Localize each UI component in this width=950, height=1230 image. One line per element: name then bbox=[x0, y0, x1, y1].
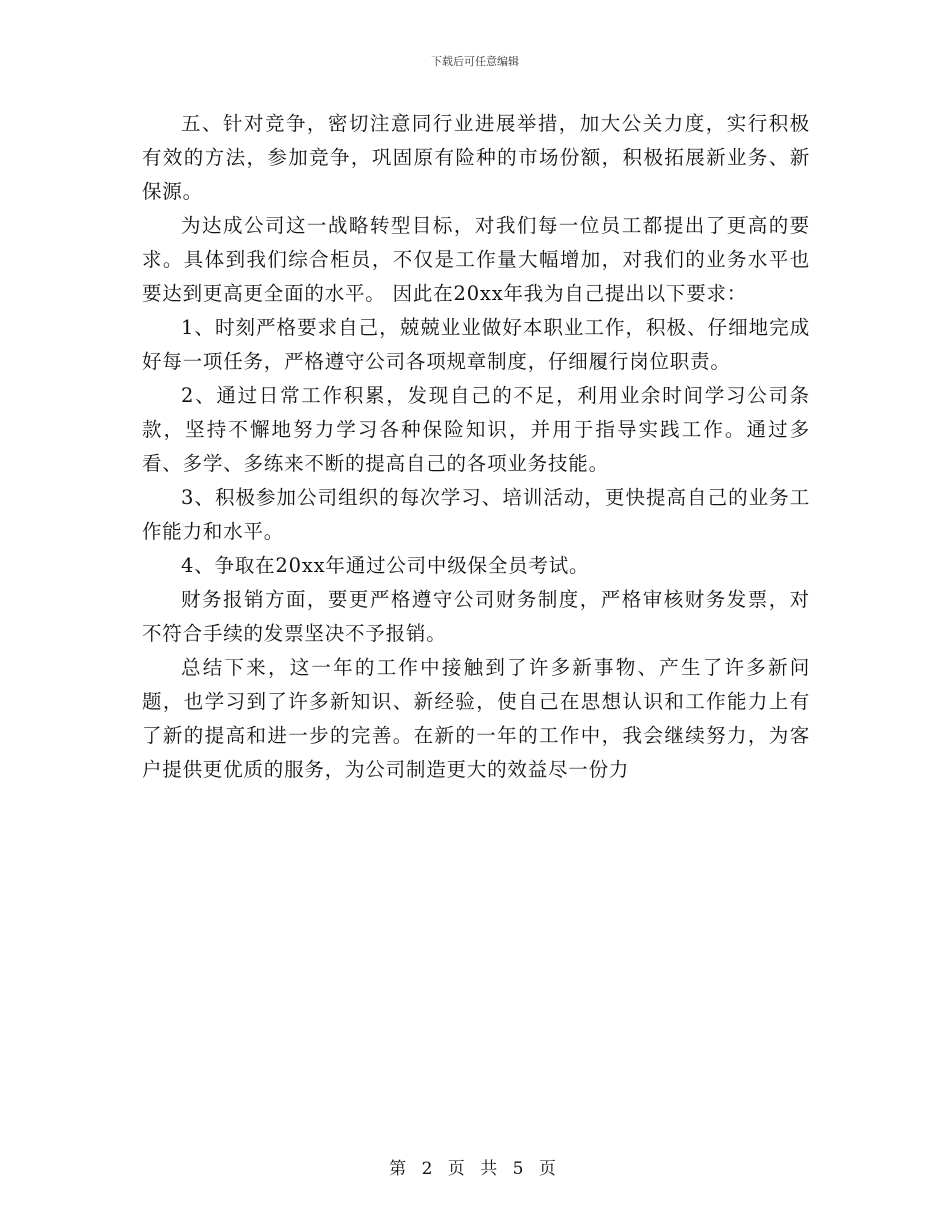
document-body bbox=[142, 107, 810, 787]
paragraph-competition: 五、针对竞争，密切注意同行业进展举措，加大公关力度，实行积极有效的方法，参加竞争，巩固原有险种的市场份额，积极拓展新业务、新保源。 bbox=[142, 112, 810, 203]
paragraph-requirement-4: 4、争取在20xx年通过公司中级保全员考试。 bbox=[181, 554, 590, 577]
page-header: 下载后可任意编辑 bbox=[431, 55, 519, 68]
paragraph-requirement-2: 2、通过日常工作积累，发现自己的不足，利用业余时间学习公司条款，坚持不懈地努力学习各种保险知识，并用于指导实践工作。通过多看、多学、多练来不断的提高自己的各项业务技能。 bbox=[142, 384, 810, 475]
paragraph-requirements-intro: 为达成公司这一战略转型目标，对我们每一位员工都提出了更高的要求。具体到我们综合柜员，不仅是工作量大幅增加，对我们的业务水平也要达到更高更全面的水平。 因此在20xx年我为自己提出以下要求： bbox=[142, 214, 810, 305]
paragraph-summary: 总结下来，这一年的工作中接触到了许多新事物、产生了许多新问题，也学习到了许多新知识、新经验，使自己在思想认识和工作能力上有了新的提高和进一步的完善。在新的一年的工作中，我会继续努力，为客户提供更优质的服务，为公司制造更大的效益尽一份力 bbox=[142, 656, 810, 781]
paragraph-requirement-1: 1、时刻严格要求自己，兢兢业业做好本职业工作，积极、仔细地完成好每一项任务，严格遵守公司各项规章制度，仔细履行岗位职责。 bbox=[142, 316, 810, 373]
page-number: 第 2 页 共 5 页 bbox=[389, 1159, 561, 1179]
paragraph-finance: 财务报销方面，要更严格遵守公司财务制度，严格审核财务发票，对不符合手续的发票坚决不予报销。 bbox=[142, 588, 810, 645]
paragraph-requirement-3: 3、积极参加公司组织的每次学习、培训活动，更快提高自己的业务工作能力和水平。 bbox=[142, 486, 810, 543]
